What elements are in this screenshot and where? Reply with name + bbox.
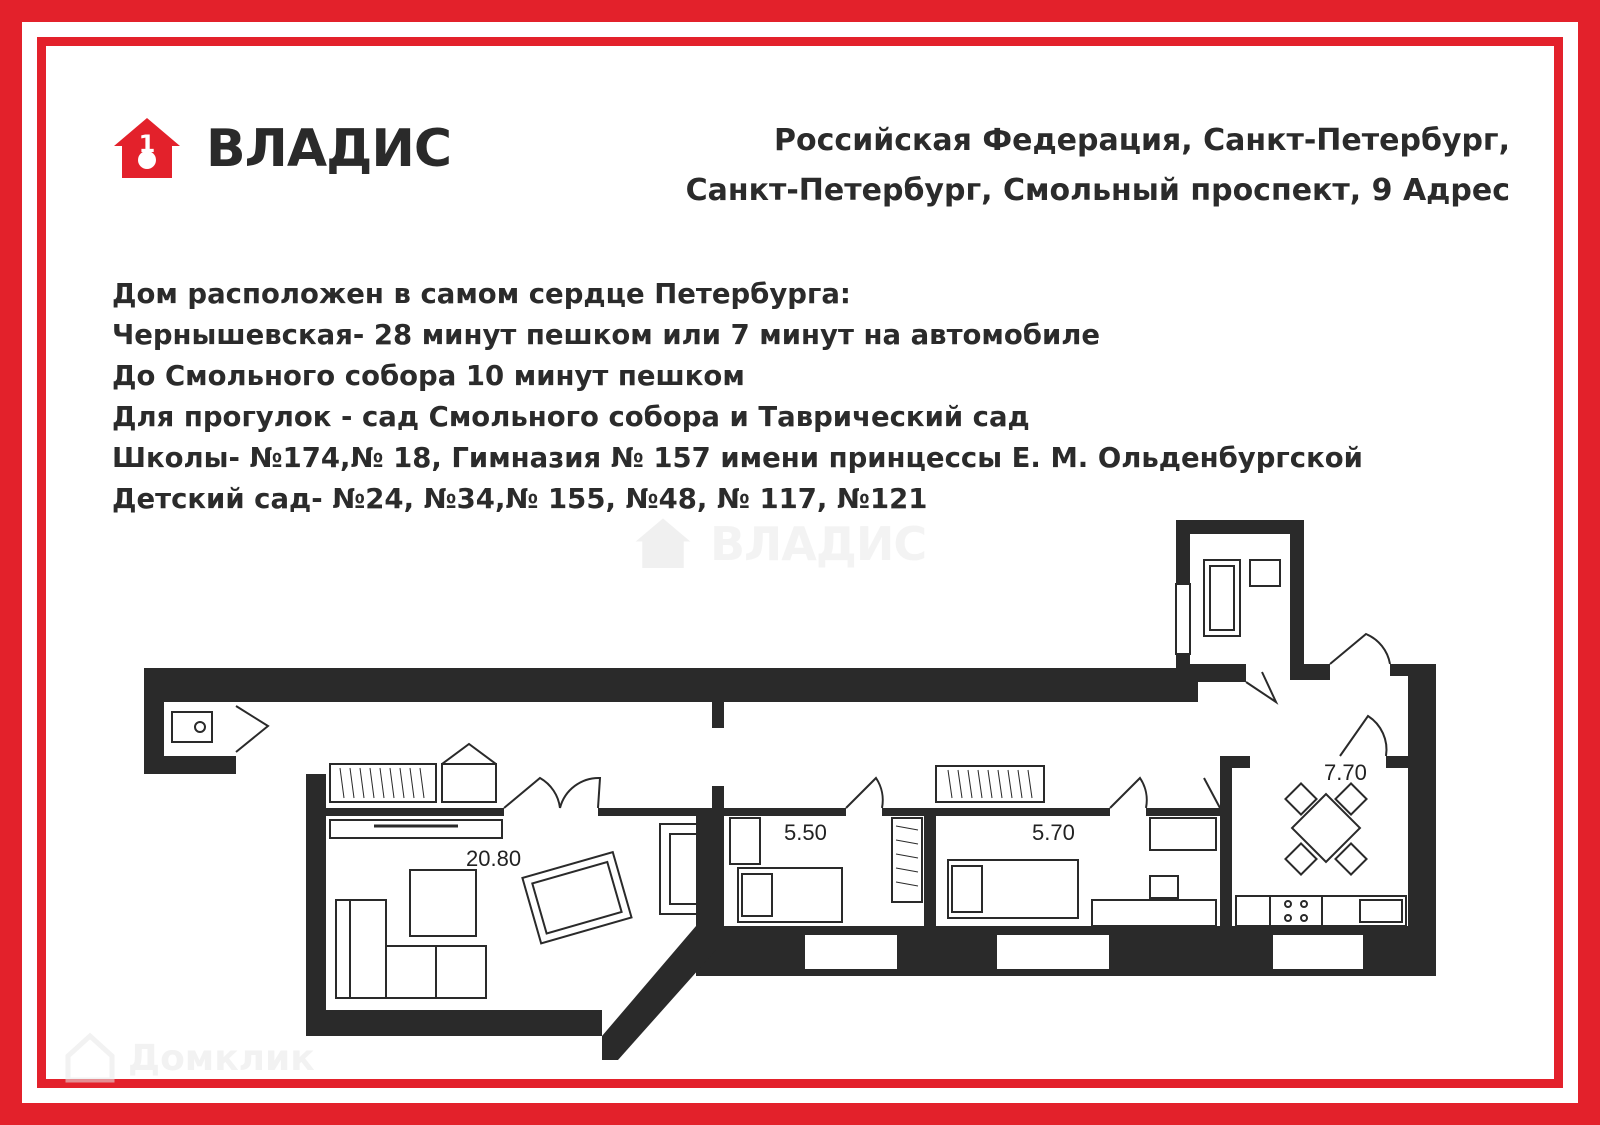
description-line: Дом расположен в самом сердце Петербурга: <box>112 278 851 310</box>
corner-watermark <box>62 1030 315 1086</box>
domclick-house-icon <box>62 1030 118 1086</box>
description-line: Для прогулок - сад Смольного собора и Таврический сад <box>112 401 1030 433</box>
address-line-1: Российская Федерация, Санкт-Петербург, <box>774 123 1510 158</box>
room-area-living: 20.80 <box>466 846 522 871</box>
brand-name: ВЛАДИС <box>206 119 452 179</box>
address-line-2: Санкт-Петербург, Смольный проспект, 9 Адрес <box>685 173 1510 208</box>
walls <box>144 520 1436 1060</box>
watermark-text: ВЛАДИС <box>710 517 927 571</box>
room-area-bedroom-2: 5.70 <box>1032 820 1075 845</box>
description-line: Чернышевская- 28 минут пешком или 7 минут на автомобиле <box>112 319 1101 351</box>
doors <box>236 634 1390 808</box>
logo-digit: 1 <box>138 130 156 158</box>
domclick-text: Домклик <box>128 1037 315 1079</box>
windows <box>804 584 1364 970</box>
room-area-kitchen: 7.70 <box>1324 760 1367 785</box>
description-line: До Смольного собора 10 минут пешком <box>112 360 745 392</box>
description-line: Школы- №174,№ 18, Гимназия № 157 имени принцессы Е. М. Ольденбургской <box>112 442 1363 474</box>
room-area-bedroom-1: 5.50 <box>784 820 827 845</box>
description-line: Детский сад- №24, №34,№ 155, №48, № 117, №121 <box>112 483 928 515</box>
